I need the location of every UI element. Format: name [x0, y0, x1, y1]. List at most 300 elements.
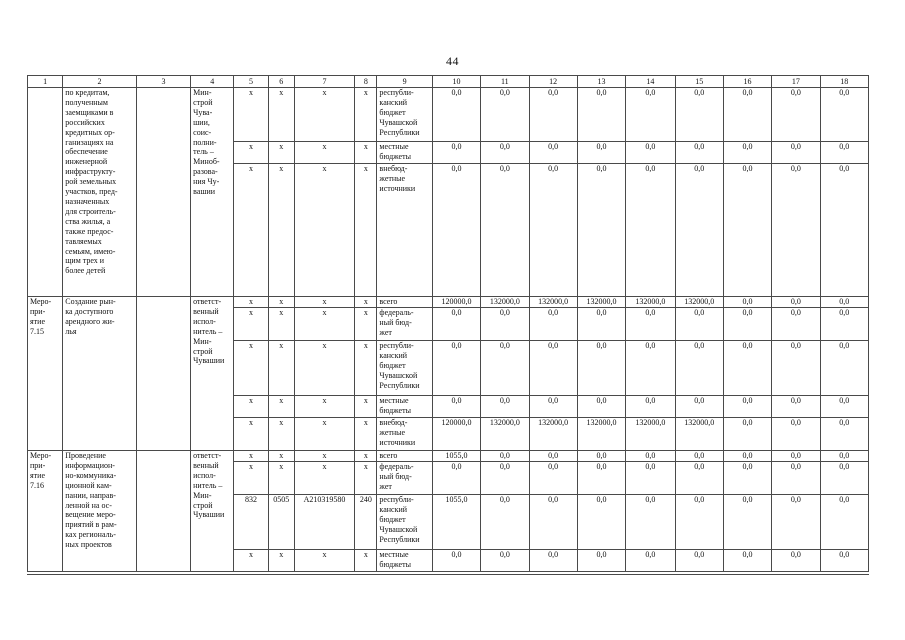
amount-cell: 120000,0: [432, 418, 480, 451]
amount-cell: 0,0: [481, 164, 529, 297]
budget-code-cell: x: [355, 550, 377, 572]
text-line: венный: [193, 306, 219, 316]
amount-cell: 0,0: [481, 462, 529, 495]
text-line: бюджет: [379, 514, 406, 524]
text-line: полученным: [65, 97, 108, 107]
event-description-cell: [63, 297, 137, 451]
amount-cell: 0,0: [772, 550, 820, 572]
header-cell: 4: [191, 76, 234, 88]
amount-cell: 0,0: [529, 550, 577, 572]
text-line: местные: [379, 550, 409, 559]
header-cell: 8: [355, 76, 377, 88]
amount-cell: 0,0: [577, 495, 625, 550]
executor-cell: [191, 88, 234, 297]
text-line: жетные: [379, 427, 406, 437]
budget-code-cell: x: [234, 341, 268, 396]
amount-cell: 0,0: [772, 88, 820, 142]
amount-cell: 132000,0: [577, 418, 625, 451]
text-line: местные: [379, 396, 409, 405]
amount-cell: 0,0: [529, 462, 577, 495]
text-line: Меро-: [30, 451, 52, 460]
text-line: участков, пред-: [65, 187, 118, 197]
amount-cell: 0,0: [626, 164, 675, 297]
amount-cell: 0,0: [675, 308, 723, 341]
amount-cell: 0,0: [626, 462, 675, 495]
budget-code-cell: x: [355, 164, 377, 297]
text-line: Мин-: [193, 336, 212, 346]
header-cell: 2: [63, 76, 137, 88]
text-line: Чувашии: [193, 356, 225, 366]
text-line: ятие: [30, 316, 46, 326]
budget-code-cell: x: [234, 297, 268, 308]
text-line: венный: [193, 460, 219, 470]
header-row: [28, 76, 869, 88]
text-line: Чувашской: [379, 117, 418, 127]
amount-cell: 0,0: [577, 550, 625, 572]
text-line: ответст-: [193, 451, 222, 460]
amount-cell: 0,0: [529, 396, 577, 418]
text-line: Республики: [379, 534, 420, 544]
text-line: бюджет: [379, 107, 406, 117]
amount-cell: 0,0: [772, 164, 820, 297]
header-cell: 11: [481, 76, 529, 88]
text-line: Чувашской: [379, 370, 418, 380]
amount-cell: 0,0: [772, 462, 820, 495]
amount-cell: 0,0: [820, 495, 868, 550]
amount-cell: 0,0: [626, 341, 675, 396]
text-line: строй: [193, 500, 213, 510]
amount-cell: 132000,0: [626, 418, 675, 451]
header-cell: 17: [772, 76, 820, 88]
text-line: ства жилья, а: [65, 216, 111, 226]
text-line: инженерной: [65, 157, 108, 167]
text-line: заемщиками в: [65, 107, 114, 117]
text-line: рой земельных: [65, 177, 117, 187]
amount-cell: 0,0: [723, 451, 771, 462]
text-line: ния Чу-: [193, 177, 220, 187]
amount-cell: 0,0: [626, 308, 675, 341]
text-line: Республики: [379, 380, 420, 390]
amount-cell: 0,0: [529, 88, 577, 142]
text-line: кредитных ор-: [65, 127, 115, 137]
amount-cell: 0,0: [723, 462, 771, 495]
budget-code-cell: x: [268, 550, 294, 572]
budget-code-cell: x: [355, 88, 377, 142]
budget-code-cell: x: [355, 451, 377, 462]
amount-cell: 0,0: [626, 142, 675, 164]
text-line: Чувашии: [193, 510, 225, 520]
funding-source-cell: [377, 164, 432, 297]
amount-cell: 0,0: [820, 550, 868, 572]
text-line: республи-: [379, 495, 414, 504]
text-line: жет: [379, 481, 392, 491]
funding-source-cell: [377, 451, 432, 462]
amount-cell: 0,0: [626, 495, 675, 550]
amount-cell: 0,0: [577, 142, 625, 164]
amount-cell: 0,0: [529, 308, 577, 341]
budget-code-cell: x: [234, 308, 268, 341]
text-line: Меро-: [30, 297, 52, 306]
budget-code-cell: x: [234, 418, 268, 451]
amount-cell: 0,0: [772, 341, 820, 396]
goal-indicator-cell: [136, 297, 190, 451]
budget-code-cell: x: [268, 462, 294, 495]
text-line: соис-: [193, 127, 212, 137]
amount-cell: 132000,0: [529, 418, 577, 451]
text-line: республи-: [379, 88, 414, 97]
budget-code-cell: x: [268, 164, 294, 297]
header-cell: 1: [28, 76, 63, 88]
event-description-cell: [63, 88, 137, 297]
amount-cell: 0,0: [723, 164, 771, 297]
page-number: 44: [446, 54, 459, 68]
amount-cell: 0,0: [675, 142, 723, 164]
text-line: ответст-: [193, 297, 222, 306]
amount-cell: 0,0: [432, 164, 480, 297]
amount-cell: 0,0: [772, 142, 820, 164]
budget-code-cell: x: [294, 297, 354, 308]
amount-cell: 0,0: [675, 341, 723, 396]
text-line: при-: [30, 460, 46, 470]
amount-cell: 0,0: [675, 396, 723, 418]
event-number-cell: [28, 297, 63, 451]
header-cell: 18: [820, 76, 868, 88]
amount-cell: 0,0: [626, 88, 675, 142]
header-cell: 9: [377, 76, 432, 88]
text-line: но-коммуника-: [65, 470, 117, 480]
amount-cell: 0,0: [529, 495, 577, 550]
text-line: всего: [379, 451, 398, 460]
amount-cell: 0,0: [723, 297, 771, 308]
text-line: бюджеты: [379, 151, 411, 161]
goal-indicator-cell: [136, 451, 190, 572]
text-line: Чувашской: [379, 524, 418, 534]
header-cell: 6: [268, 76, 294, 88]
budget-code-cell: x: [294, 396, 354, 418]
text-line: арендного жи-: [65, 316, 115, 326]
header-cell: 10: [432, 76, 480, 88]
text-line: пании, направ-: [65, 490, 116, 500]
text-line: федераль-: [379, 308, 414, 317]
amount-cell: 0,0: [577, 462, 625, 495]
amount-cell: 0,0: [529, 341, 577, 396]
text-line: назначенных: [65, 196, 110, 206]
text-line: всего: [379, 297, 398, 306]
amount-cell: 1055,0: [432, 495, 480, 550]
text-line: жетные: [379, 173, 406, 183]
amount-cell: 0,0: [675, 451, 723, 462]
amount-cell: 0,0: [481, 88, 529, 142]
budget-code-cell: x: [234, 142, 268, 164]
text-line: ный бюд-: [379, 471, 412, 481]
text-line: республи-: [379, 341, 414, 350]
text-line: вещение меро-: [65, 510, 116, 520]
budget-code-cell: x: [234, 451, 268, 462]
amount-cell: 0,0: [723, 88, 771, 142]
budget-code-cell: 240: [355, 495, 377, 550]
amount-cell: 0,0: [723, 142, 771, 164]
amount-cell: 0,0: [432, 550, 480, 572]
text-line: российских: [65, 117, 105, 127]
budget-code-cell: x: [268, 142, 294, 164]
text-line: для строитель-: [65, 206, 116, 216]
amount-cell: 0,0: [820, 451, 868, 462]
amount-cell: 0,0: [820, 142, 868, 164]
amount-cell: 0,0: [820, 88, 868, 142]
amount-cell: 0,0: [432, 88, 480, 142]
table-row: [28, 297, 869, 308]
amount-cell: 120000,0: [432, 297, 480, 308]
funding-source-cell: [377, 462, 432, 495]
text-line: нитель –: [193, 480, 223, 490]
budget-code-cell: x: [234, 462, 268, 495]
amount-cell: 0,0: [675, 462, 723, 495]
text-line: вашии: [193, 187, 216, 197]
text-line: испол-: [193, 470, 216, 480]
text-line: источники: [379, 183, 416, 193]
text-line: тавляемых: [65, 236, 102, 246]
budget-code-cell: x: [268, 451, 294, 462]
text-line: бюджет: [379, 360, 406, 370]
table-row: [28, 88, 869, 142]
table-row: [28, 451, 869, 462]
budget-code-cell: x: [294, 418, 354, 451]
text-line: также предос-: [65, 226, 114, 236]
text-line: ка доступного: [65, 306, 114, 316]
header-cell: 13: [577, 76, 625, 88]
amount-cell: 0,0: [577, 341, 625, 396]
program-table: [27, 75, 869, 572]
amount-cell: 0,0: [481, 495, 529, 550]
amount-cell: 132000,0: [529, 297, 577, 308]
text-line: ленной на ос-: [65, 500, 112, 510]
funding-source-cell: [377, 341, 432, 396]
amount-cell: 0,0: [820, 396, 868, 418]
amount-cell: 0,0: [481, 308, 529, 341]
funding-source-cell: [377, 418, 432, 451]
text-line: канский: [379, 350, 408, 360]
budget-code-cell: x: [294, 550, 354, 572]
text-line: ционной кам-: [65, 480, 112, 490]
text-line: шии,: [193, 117, 210, 127]
amount-cell: 0,0: [723, 341, 771, 396]
executor-cell: [191, 297, 234, 451]
amount-cell: 132000,0: [675, 418, 723, 451]
budget-code-cell: x: [268, 341, 294, 396]
amount-cell: 0,0: [626, 396, 675, 418]
amount-cell: 0,0: [432, 396, 480, 418]
event-number-cell: [28, 88, 63, 297]
amount-cell: 0,0: [481, 550, 529, 572]
budget-code-cell: x: [268, 418, 294, 451]
amount-cell: 0,0: [820, 418, 868, 451]
text-line: разова-: [193, 167, 218, 177]
amount-cell: 0,0: [432, 142, 480, 164]
budget-code-cell: А210319580: [294, 495, 354, 550]
budget-code-cell: x: [268, 396, 294, 418]
header-cell: 7: [294, 76, 354, 88]
header-cell: 3: [136, 76, 190, 88]
amount-cell: 0,0: [820, 308, 868, 341]
amount-cell: 132000,0: [481, 418, 529, 451]
text-line: испол-: [193, 316, 216, 326]
amount-cell: 0,0: [481, 451, 529, 462]
text-line: Мин-: [193, 490, 212, 500]
text-line: ятие: [30, 470, 46, 480]
amount-cell: 0,0: [723, 396, 771, 418]
text-line: семьям, имею-: [65, 246, 116, 256]
amount-cell: 0,0: [772, 396, 820, 418]
amount-cell: 132000,0: [577, 297, 625, 308]
budget-code-cell: x: [355, 341, 377, 396]
amount-cell: 0,0: [432, 308, 480, 341]
header-cell: 14: [626, 76, 675, 88]
text-line: канский: [379, 504, 408, 514]
budget-code-cell: x: [355, 308, 377, 341]
amount-cell: 0,0: [577, 164, 625, 297]
text-line: щим трех и: [65, 256, 105, 266]
text-line: жет: [379, 327, 392, 337]
amount-cell: 0,0: [481, 341, 529, 396]
text-line: канский: [379, 97, 408, 107]
amount-cell: 0,0: [772, 495, 820, 550]
text-line: при-: [30, 306, 46, 316]
amount-cell: 0,0: [772, 308, 820, 341]
amount-cell: 1055,0: [432, 451, 480, 462]
amount-cell: 0,0: [772, 451, 820, 462]
budget-code-cell: x: [294, 308, 354, 341]
amount-cell: 0,0: [529, 164, 577, 297]
text-line: Мин-: [193, 88, 212, 97]
amount-cell: 0,0: [626, 451, 675, 462]
text-line: строй: [193, 346, 213, 356]
funding-source-cell: [377, 550, 432, 572]
budget-code-cell: x: [355, 297, 377, 308]
amount-cell: 0,0: [529, 142, 577, 164]
amount-cell: 0,0: [675, 88, 723, 142]
text-line: ках региональ-: [65, 530, 116, 540]
text-line: обеспечение: [65, 147, 108, 157]
budget-code-cell: x: [234, 550, 268, 572]
header-cell: 15: [675, 76, 723, 88]
text-line: по кредитам,: [65, 88, 110, 97]
budget-code-cell: x: [294, 142, 354, 164]
table-bottom-edge: [27, 574, 869, 575]
goal-indicator-cell: [136, 88, 190, 297]
amount-cell: 0,0: [772, 297, 820, 308]
amount-cell: 0,0: [675, 550, 723, 572]
amount-cell: 0,0: [577, 308, 625, 341]
amount-cell: 0,0: [577, 451, 625, 462]
amount-cell: 0,0: [772, 418, 820, 451]
funding-source-cell: [377, 308, 432, 341]
funding-source-cell: [377, 297, 432, 308]
amount-cell: 132000,0: [626, 297, 675, 308]
header-cell: 16: [723, 76, 771, 88]
text-line: полни-: [193, 137, 217, 147]
event-number-cell: [28, 451, 63, 572]
budget-code-cell: x: [355, 418, 377, 451]
text-line: 7.15: [30, 326, 44, 336]
amount-cell: 0,0: [626, 550, 675, 572]
budget-code-cell: x: [355, 142, 377, 164]
budget-code-cell: x: [234, 88, 268, 142]
text-line: местные: [379, 142, 409, 151]
budget-code-cell: x: [355, 396, 377, 418]
text-line: бюджеты: [379, 405, 411, 415]
text-line: ганизациях на: [65, 137, 114, 147]
funding-source-cell: [377, 142, 432, 164]
amount-cell: 0,0: [481, 396, 529, 418]
budget-code-cell: 0505: [268, 495, 294, 550]
text-line: внебюд-: [379, 418, 408, 427]
text-line: строй: [193, 97, 213, 107]
text-line: приятий в рам-: [65, 520, 117, 530]
budget-code-cell: x: [294, 462, 354, 495]
text-line: более детей: [65, 266, 106, 276]
executor-cell: [191, 451, 234, 572]
budget-code-cell: 832: [234, 495, 268, 550]
text-line: инфраструкту-: [65, 167, 116, 177]
amount-cell: 132000,0: [481, 297, 529, 308]
amount-cell: 0,0: [820, 164, 868, 297]
text-line: нитель –: [193, 326, 223, 336]
text-line: федераль-: [379, 462, 414, 471]
amount-cell: 0,0: [432, 341, 480, 396]
budget-code-cell: x: [294, 451, 354, 462]
budget-code-cell: x: [268, 308, 294, 341]
text-line: Миноб-: [193, 157, 220, 167]
text-line: тель –: [193, 147, 214, 157]
amount-cell: 0,0: [820, 462, 868, 495]
amount-cell: 0,0: [675, 495, 723, 550]
funding-source-cell: [377, 495, 432, 550]
text-line: лья: [65, 326, 77, 336]
amount-cell: 0,0: [577, 88, 625, 142]
header-cell: 5: [234, 76, 268, 88]
text-line: ных проектов: [65, 540, 112, 550]
amount-cell: 0,0: [723, 550, 771, 572]
text-line: бюджеты: [379, 559, 411, 569]
header-cell: 12: [529, 76, 577, 88]
amount-cell: 0,0: [820, 341, 868, 396]
text-line: Республики: [379, 127, 420, 137]
amount-cell: 0,0: [577, 396, 625, 418]
amount-cell: 0,0: [723, 418, 771, 451]
text-line: информацион-: [65, 460, 115, 470]
amount-cell: 0,0: [529, 451, 577, 462]
amount-cell: 0,0: [432, 462, 480, 495]
amount-cell: 0,0: [481, 142, 529, 164]
amount-cell: 0,0: [675, 164, 723, 297]
text-line: источники: [379, 437, 416, 447]
text-line: 7.16: [30, 480, 44, 490]
budget-code-cell: x: [355, 462, 377, 495]
budget-code-cell: x: [294, 164, 354, 297]
budget-code-cell: x: [234, 396, 268, 418]
budget-code-cell: x: [234, 164, 268, 297]
amount-cell: 0,0: [820, 297, 868, 308]
text-line: Чува-: [193, 107, 213, 117]
text-line: Проведение: [65, 451, 106, 460]
budget-code-cell: x: [268, 88, 294, 142]
amount-cell: 132000,0: [675, 297, 723, 308]
budget-code-cell: x: [294, 88, 354, 142]
budget-code-cell: x: [268, 297, 294, 308]
text-line: внебюд-: [379, 164, 408, 173]
funding-source-cell: [377, 88, 432, 142]
funding-source-cell: [377, 396, 432, 418]
